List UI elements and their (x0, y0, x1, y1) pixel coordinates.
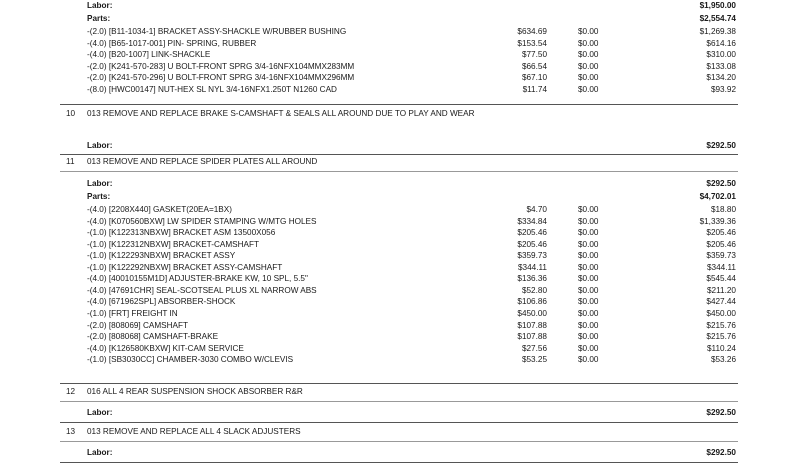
part-line-total: $545.44 (706, 274, 736, 284)
part-description: -(4.0) [B65-1017-001] PIN- SPRING, RUBBER (87, 38, 257, 48)
part-line-total: $1,269.38 (699, 27, 736, 36)
part-row (0, 84, 798, 96)
labor-label: Labor: (87, 1, 113, 10)
labor-total: $1,950.00 (699, 1, 736, 10)
part-unit-price: $450.00 (517, 308, 547, 318)
part-discount: $0.00 (578, 297, 599, 307)
part-discount: $0.00 (578, 285, 599, 295)
part-line-total: $427.44 (706, 297, 736, 307)
part-unit-price: $205.46 (517, 228, 547, 238)
part-discount: $0.00 (578, 73, 599, 82)
part-unit-price: $11.74 (522, 84, 547, 94)
part-discount: $0.00 (578, 38, 599, 48)
part-row (0, 61, 798, 73)
section-divider (60, 154, 738, 155)
op-number: 12 (66, 387, 76, 396)
part-line-total: $93.92 (710, 84, 736, 94)
part-description: -(4.0) [B20-1007] LINK-SHACKLE (87, 50, 211, 59)
part-row (0, 239, 798, 251)
section-divider (60, 171, 738, 172)
part-row (0, 262, 798, 274)
part-row (0, 49, 798, 61)
part-discount: $0.00 (578, 216, 599, 226)
part-discount: $0.00 (578, 251, 599, 261)
parts-line (0, 191, 798, 203)
labor-line (0, 0, 798, 12)
labor-label: Labor: (87, 179, 113, 188)
part-discount: $0.00 (578, 50, 599, 59)
part-description: -(1.0) [K122293NBXW] BRACKET ASSY (87, 251, 236, 261)
part-discount: $0.00 (578, 228, 599, 238)
part-unit-price: $634.69 (517, 27, 547, 36)
part-unit-price: $205.46 (517, 239, 547, 249)
part-description: -(2.0) [808069] CAMSHAFT (87, 320, 189, 330)
part-unit-price: $107.88 (517, 332, 547, 342)
part-unit-price: $107.88 (517, 320, 547, 330)
op-number: 13 (66, 427, 76, 436)
labor-line (0, 407, 798, 419)
part-discount: $0.00 (578, 84, 599, 94)
part-unit-price: $77.50 (521, 50, 547, 59)
part-unit-price: $136.36 (517, 274, 547, 284)
part-row (0, 273, 798, 285)
part-line-total: $205.46 (706, 228, 736, 238)
part-line-total: $211.20 (707, 285, 736, 295)
part-line-total: $215.76 (706, 332, 736, 342)
part-line-total: $614.16 (706, 38, 736, 48)
part-row (0, 308, 798, 320)
labor-label: Labor: (87, 448, 113, 457)
part-row (0, 26, 798, 38)
part-row (0, 354, 798, 366)
op-title: 013 REMOVE AND REPLACE BRAKE S-CAMSHAFT & SEALS ALL AROUND DUE TO PLAY AND WEAR (87, 109, 475, 118)
parts-total: $2,554.74 (699, 14, 736, 23)
part-line-total: $134.20 (706, 73, 736, 82)
part-description: -(4.0) [671962SPL] ABSORBER-SHOCK (87, 297, 236, 307)
part-description: -(2.0) [B11-1034-1] BRACKET ASSY-SHACKLE W/RUBBER BUSHING (87, 27, 347, 36)
part-discount: $0.00 (578, 205, 599, 214)
part-line-total: $205.46 (706, 239, 736, 249)
part-description: -(1.0) [FRT] FREIGHT IN (87, 308, 178, 318)
labor-line (0, 178, 798, 190)
labor-total: $292.50 (706, 179, 736, 188)
part-line-total: $18.80 (710, 205, 736, 214)
labor-total: $292.50 (706, 141, 736, 150)
part-line-total: $133.08 (706, 61, 736, 71)
part-discount: $0.00 (578, 308, 599, 318)
parts-total: $4,702.01 (699, 192, 736, 201)
op-11 (0, 156, 798, 168)
part-unit-price: $106.86 (517, 297, 547, 307)
part-description: -(4.0) [2208X440] GASKET(20EA=1BX) (87, 205, 232, 214)
op-title: 013 REMOVE AND REPLACE SPIDER PLATES ALL AROUND (87, 157, 318, 166)
section-divider (60, 422, 738, 423)
part-discount: $0.00 (578, 343, 599, 353)
part-discount: $0.00 (578, 61, 599, 71)
part-row (0, 72, 798, 84)
op-number: 11 (66, 157, 75, 166)
part-discount: $0.00 (578, 332, 599, 342)
part-unit-price: $53.25 (521, 355, 547, 365)
part-line-total: $1,339.36 (699, 216, 736, 226)
part-description: -(1.0) [SB3030CC] CHAMBER-3030 COMBO W/CLEVIS (87, 355, 294, 365)
part-description: -(1.0) [K122312NBXW] BRACKET-CAMSHAFT (87, 239, 259, 249)
part-description: -(4.0) [40010155M1D] ADJUSTER-BRAKE KW, 10 SPL, 5.5" (87, 274, 308, 284)
section-divider (60, 441, 738, 442)
parts-line (0, 13, 798, 25)
part-discount: $0.00 (578, 27, 599, 36)
part-row (0, 227, 798, 239)
part-line-total: $359.73 (706, 251, 736, 261)
op-12 (0, 386, 798, 398)
op-number: 10 (66, 109, 76, 118)
part-unit-price: $153.54 (517, 38, 547, 48)
part-row (0, 296, 798, 308)
part-unit-price: $52.80 (521, 285, 547, 295)
part-discount: $0.00 (578, 262, 599, 272)
part-row (0, 320, 798, 332)
labor-label: Labor: (87, 408, 113, 417)
part-description: -(4.0) [47691CHR] SEAL-SCOTSEAL PLUS XL NARROW ABS (87, 285, 317, 295)
part-row (0, 250, 798, 262)
section-divider (60, 401, 738, 402)
part-row (0, 204, 798, 216)
part-unit-price: $334.84 (517, 216, 547, 226)
op-title: 013 REMOVE AND REPLACE ALL 4 SLACK ADJUSTERS (87, 427, 301, 436)
part-unit-price: $66.54 (521, 61, 547, 71)
part-unit-price: $359.73 (517, 251, 547, 261)
part-description: -(1.0) [K122292NBXW] BRACKET ASSY-CAMSHAFT (87, 262, 283, 272)
labor-total: $292.50 (706, 448, 736, 457)
part-unit-price: $67.10 (521, 73, 547, 82)
section-divider (60, 104, 738, 105)
part-unit-price: $27.56 (521, 343, 547, 353)
part-row (0, 216, 798, 228)
part-description: -(4.0) [K070560BXW] LW SPIDER STAMPING W/MTG HOLES (87, 216, 317, 226)
part-description: -(1.0) [K122313NBXW] BRACKET ASM 13500X056 (87, 228, 276, 238)
part-line-total: $53.26 (710, 355, 736, 365)
part-line-total: $450.00 (706, 308, 736, 318)
parts-label: Parts: (87, 192, 111, 201)
parts-label: Parts: (87, 14, 111, 23)
part-line-total: $310.00 (706, 50, 736, 59)
section-divider (60, 383, 738, 384)
labor-label: Labor: (87, 141, 113, 150)
part-discount: $0.00 (578, 355, 599, 365)
part-row (0, 285, 798, 297)
part-row (0, 331, 798, 343)
part-row (0, 343, 798, 355)
part-description: -(2.0) [808068] CAMSHAFT-BRAKE (87, 332, 219, 342)
part-description: -(2.0) [K241-570-283] U BOLT-FRONT SPRG 3/4-16NFX104MMX283MM (87, 61, 355, 71)
part-unit-price: $4.70 (526, 205, 547, 214)
section-divider (60, 462, 738, 463)
part-discount: $0.00 (578, 274, 599, 284)
labor-total: $292.50 (706, 408, 736, 417)
op-13 (0, 426, 798, 438)
part-discount: $0.00 (578, 239, 599, 249)
labor-line (0, 447, 798, 459)
part-description: -(8.0) [HWC00147] NUT-HEX SL NYL 3/4-16NFX1.250T N1260 CAD (87, 84, 337, 94)
part-description: -(4.0) [K126580KBXW] KIT-CAM SERVICE (87, 343, 244, 353)
part-line-total: $215.76 (706, 320, 736, 330)
labor-line (0, 140, 798, 152)
part-line-total: $344.11 (707, 262, 736, 272)
part-description: -(2.0) [K241-570-296] U BOLT-FRONT SPRG 3/4-16NFX104MMX296MM (87, 73, 355, 82)
part-unit-price: $344.11 (518, 262, 547, 272)
op-title: 016 ALL 4 REAR SUSPENSION SHOCK ABSORBER R&R (87, 387, 303, 396)
part-row (0, 38, 798, 50)
op-10 (0, 108, 798, 130)
part-line-total: $110.24 (707, 343, 736, 353)
part-discount: $0.00 (578, 320, 599, 330)
